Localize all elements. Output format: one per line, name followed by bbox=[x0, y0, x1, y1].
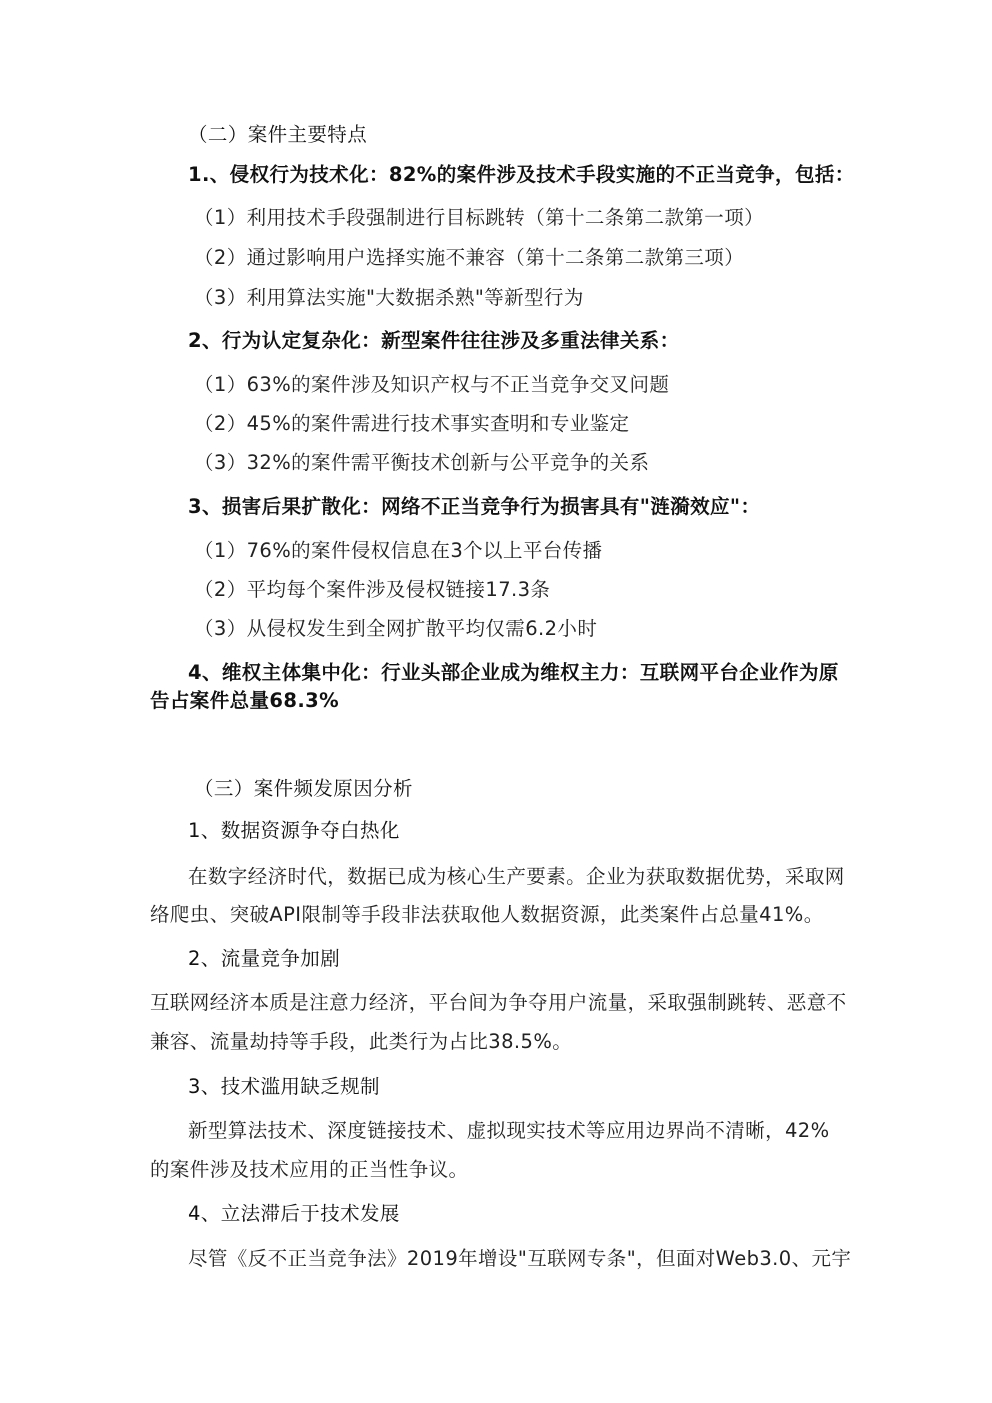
point-1-item-3: （3）利用算法实施"大数据杀熟"等新型行为 bbox=[194, 286, 584, 309]
reason-4-title: 4、立法滞后于技术发展 bbox=[188, 1202, 400, 1225]
point-3-item-1: （1）76%的案件侵权信息在3个以上平台传播 bbox=[194, 539, 603, 562]
point-2-item-3: （3）32%的案件需平衡技术创新与公平竞争的关系 bbox=[194, 451, 650, 474]
reason-2-title: 2、流量竞争加剧 bbox=[188, 947, 341, 970]
point-3-item-3: （3）从侵权发生到全网扩散平均仅需6.2小时 bbox=[194, 617, 598, 640]
point-1-title: 1.、侵权行为技术化：82%的案件涉及技术手段实施的不正当竞争，包括： bbox=[188, 163, 855, 186]
point-2-item-1: （1）63%的案件涉及知识产权与不正当竞争交叉问题 bbox=[194, 373, 670, 396]
reason-1-line-1: 在数字经济时代，数据已成为核心生产要素。企业为获取数据优势，采取网 bbox=[188, 865, 845, 888]
point-4-title-line-2: 告占案件总量68.3% bbox=[150, 689, 340, 712]
point-1-item-2: （2）通过影响用户选择实施不兼容（第十二条第二款第三项） bbox=[194, 246, 745, 269]
point-2-item-2: （2）45%的案件需进行技术事实查明和专业鉴定 bbox=[194, 412, 630, 435]
reason-4-line-1: 尽管《反不正当竞争法》2019年增设"互联网专条"，但面对Web3.0、元宇 bbox=[188, 1247, 852, 1270]
point-2-title: 2、行为认定复杂化：新型案件往往涉及多重法律关系： bbox=[188, 329, 680, 352]
reason-3-line-2: 的案件涉及技术应用的正当性争议。 bbox=[150, 1158, 469, 1181]
reason-3-line-1: 新型算法技术、深度链接技术、虚拟现实技术等应用边界尚不清晰，42% bbox=[188, 1119, 830, 1142]
point-3-title: 3、损害后果扩散化：网络不正当竞争行为损害具有"涟漪效应"： bbox=[188, 495, 761, 518]
reason-1-line-2: 络爬虫、突破API限制等手段非法获取他人数据资源，此类案件占总量41%。 bbox=[150, 903, 824, 926]
point-4-title-line-1: 4、维权主体集中化：行业头部企业成为维权主力：互联网平台企业作为原 bbox=[188, 661, 839, 684]
point-1-item-1: （1）利用技术手段强制进行目标跳转（第十二条第二款第一项） bbox=[194, 206, 765, 229]
reason-1-title: 1、数据资源争夺白热化 bbox=[188, 819, 400, 842]
reason-2-line-2: 兼容、流量劫持等手段，此类行为占比38.5%。 bbox=[150, 1030, 573, 1053]
reason-3-title: 3、技术滥用缺乏规制 bbox=[188, 1075, 380, 1098]
reason-2-line-1: 互联网经济本质是注意力经济，平台间为争夺用户流量，采取强制跳转、恶意不 bbox=[150, 991, 847, 1014]
section-2-heading: （二）案件主要特点 bbox=[188, 123, 368, 146]
point-3-item-2: （2）平均每个案件涉及侵权链接17.3条 bbox=[194, 578, 551, 601]
section-3-heading: （三）案件频发原因分析 bbox=[194, 777, 413, 800]
